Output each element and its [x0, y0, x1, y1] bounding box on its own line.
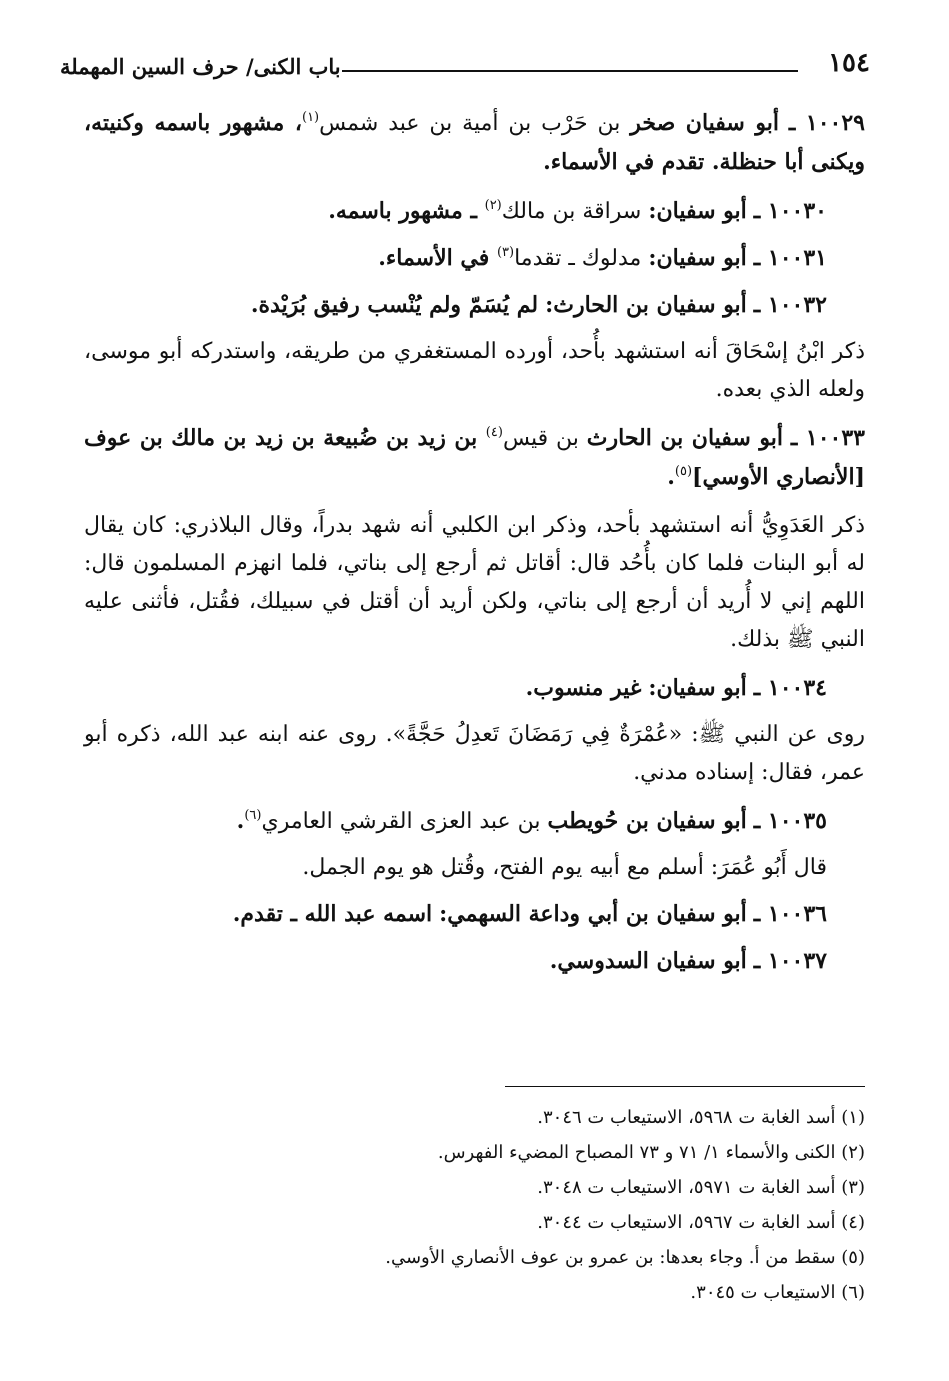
entry-number: ١٠٠٣٠ ـ [753, 198, 827, 224]
entry-text: . [236, 808, 245, 834]
footnote-item: (٤) أسد الغابة ت ٥٩٦٧، الاستيعاب ت ٣٠٤٤. [537, 1212, 865, 1233]
entry-name: أبو سفيان: [648, 198, 747, 224]
entry-text: بن زيد بن ضُبيعة بن زيد بن مالك بن عوف [الأنصاري الأوسي] [84, 425, 865, 490]
entry-lineage: مدلوك ـ تقدما [514, 246, 642, 271]
footnote-item: (٦) الاستيعاب ت ٣٠٤٥. [690, 1282, 865, 1303]
running-header [60, 48, 870, 84]
entry-10031 [84, 239, 865, 278]
header-rule [342, 70, 798, 72]
footnote-ref[interactable]: (٢) [484, 198, 502, 213]
entry-name: أبو سفيان السدوسي. [549, 948, 747, 974]
page-number: ١٥٤ [828, 48, 870, 78]
entry-text: في الأسماء. [378, 245, 497, 271]
entry-10035 [84, 802, 865, 841]
footnote-ref[interactable]: (٦) [244, 808, 262, 823]
entry-commentary: ذكر العَدَوِيُّ أنه استشهد بأحد، وذكر ابن الكلبي أنه شهد بدراً، وقال البلاذري: كان يقال له أبو البنات فلما كان بأُحُد قال: أقاتل ثم أرجع إلى بناتي، فلما انهزم المسلمون قال: اللهم إني لا أُريد أن أرجع إلى بناتي، ولكن أريد أن أقتل في سبيلك، فقُتل، فأثنى عليه النبي ﷺ بذلك. [84, 513, 865, 652]
footnotes [84, 1100, 865, 1310]
entry-10036 [84, 895, 865, 934]
entry-10037 [84, 942, 865, 981]
entry-number: ١٠٠٣١ ـ [753, 245, 827, 271]
entry-name: أبو سفيان بن الحارث: [545, 292, 747, 318]
entry-10029 [84, 104, 865, 182]
footnote-item: (٢) الكنى والأسماء ١/ ٧١ و ٧٣ المصباح المضيء الفهرس. [437, 1142, 865, 1163]
entry-number: ١٠٠٣٥ ـ [753, 808, 827, 834]
entry-number: ١٠٠٢٩ ـ [788, 110, 865, 136]
entry-10034 [84, 669, 865, 708]
entry-commentary: ذكر ابْنُ إسْحَاقَ أنه استشهد بأُحد، أورده المستغفري من طريقه، واستدركه أبو موسى، ولعله الذي بعده. [84, 339, 865, 402]
entry-lineage: بن عبد العزى القرشي العامري [261, 809, 541, 834]
entry-10030 [84, 192, 865, 231]
footnote-ref[interactable]: (٤) [485, 425, 503, 440]
entry-10033 [84, 419, 865, 497]
footnote-ref[interactable]: (١) [301, 110, 320, 125]
entry-number: ١٠٠٣٧ ـ [753, 948, 827, 974]
entry-commentary: روى عن النبي ﷺ: «عُمْرَةٌ فِي رَمَضَانَ تَعدِلُ حَجَّةً». روى عنه ابنه عبد الله، ذكره أبو عمر، فقال: إسناده مدني. [84, 722, 865, 785]
main-text [84, 104, 865, 989]
footnote-separator [505, 1086, 865, 1087]
footnote-item: (٥) سقط من أ. وجاء بعدها: بن عمرو بن عوف الأنصاري الأوسي. [385, 1247, 865, 1268]
entry-name: أبو سفيان صخر [630, 110, 780, 136]
entry-text: ، مشهور باسمه وكنيته، ويكنى أبا حنظلة. تقدم في الأسماء. [84, 110, 865, 175]
entry-name: أبو سفيان بن حُويطب [547, 808, 747, 834]
entry-lineage: سراقة بن مالك [501, 199, 642, 224]
entry-lineage: اسمه عبد الله ـ تقدم. [232, 901, 433, 927]
entry-text: ـ مشهور باسمه. [328, 198, 485, 224]
footnote-ref[interactable]: (٣) [496, 245, 515, 260]
footnote-item: (٣) أسد الغابة ت ٥٩٧١، الاستيعاب ت ٣٠٤٨. [537, 1177, 865, 1198]
entry-number: ١٠٠٣٣ ـ [790, 425, 865, 451]
entry-name: أبو سفيان: [648, 245, 747, 271]
entry-lineage: غير منسوب. [525, 675, 642, 701]
entry-lineage: بن قيس [502, 426, 579, 451]
entry-name: أبو سفيان بن أبي وداعة السهمي: [439, 901, 747, 927]
entry-10032 [84, 286, 865, 325]
chapter-title: باب الكنى/ حرف السين المهملة [60, 54, 341, 79]
entry-number: ١٠٠٣٢ ـ [753, 292, 827, 318]
entry-lineage: بن حَرْب بن أمية بن عبد شمس [319, 111, 621, 136]
entry-number: ١٠٠٣٤ ـ [753, 675, 827, 701]
entry-lineage: لم يُسَمّ ولم يُنْسب رفيق بُرَيْدة. [250, 292, 539, 318]
entry-number: ١٠٠٣٦ ـ [753, 901, 827, 927]
footnote-ref[interactable]: (٥) [674, 464, 693, 479]
entry-name: أبو سفيان: [648, 675, 747, 701]
entry-name: أبو سفيان بن الحارث [586, 425, 784, 451]
entry-commentary: قال أَبُو عُمَرَ: أسلم مع أبيه يوم الفتح، وقُتل هو يوم الجمل. [302, 855, 827, 880]
entry-text: . [667, 464, 675, 490]
footnote-item: (١) أسد الغابة ت ٥٩٦٨، الاستيعاب ت ٣٠٤٦. [537, 1107, 865, 1128]
